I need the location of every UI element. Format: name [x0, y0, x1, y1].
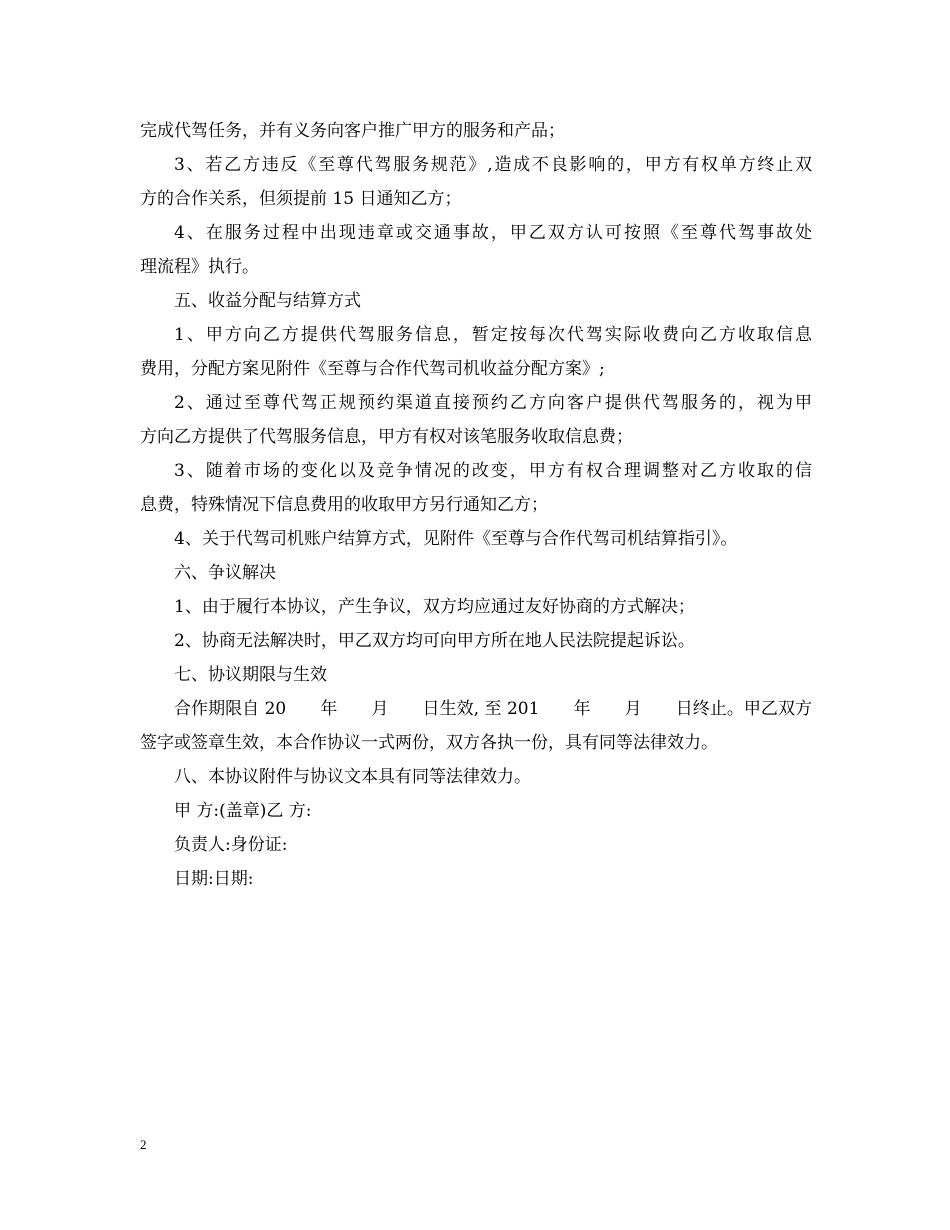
paragraph-line: 3、若乙方违反《至尊代驾服务规范》,造成不良影响的，甲方有权单方终止双 [174, 155, 812, 175]
paragraph-line: 4、关于代驾司机账户结算方式，见附件《至尊与合作代驾司机结算指引》。 [174, 529, 738, 549]
paragraph-line: 息费，特殊情况下信息费用的收取甲方另行通知乙方； [140, 495, 548, 515]
signature-person-line: 负责人:身份证: [174, 835, 288, 855]
paragraph-line: 1、甲方向乙方提供代驾服务信息，暂定按每次代驾实际收费向乙方收取信息 [174, 325, 812, 345]
paragraph-line: 费用，分配方案见附件《至尊与合作代驾司机收益分配方案》; [140, 359, 605, 379]
paragraph-line: 方的合作关系，但须提前 15 日通知乙方； [140, 189, 462, 209]
signature-party-line: 甲 方:(盖章)乙 方: [174, 801, 312, 821]
section-heading: 七、协议期限与生效 [174, 665, 327, 685]
paragraph-line: 签字或签章生效，本合作协议一式两份，双方各执一份，具有同等法律效力。 [140, 733, 718, 753]
paragraph-line: 2、通过至尊代驾正规预约渠道直接预约乙方向客户提供代驾服务的，视为甲 [174, 393, 812, 413]
paragraph-line: 2、协商无法解决时，甲乙双方均可向甲方所在地人民法院提起诉讼。 [174, 631, 695, 651]
section-heading: 八、本协议附件与协议文本具有同等法律效力。 [174, 767, 531, 787]
paragraph-line: 方向乙方提供了代驾服务信息，甲方有权对该笔服务收取信息费； [140, 427, 633, 447]
signature-date-line: 日期:日期: [174, 869, 254, 889]
document-body [140, 116, 812, 898]
section-heading: 六、争议解决 [174, 563, 276, 583]
paragraph-line: 3、随着市场的变化以及竞争情况的改变，甲方有权合理调整对乙方收取的信 [174, 461, 812, 481]
paragraph-line: 1、由于履行本协议，产生争议，双方均应通过友好协商的方式解决； [174, 597, 695, 617]
page-number: 2 [140, 1137, 147, 1152]
paragraph-line: 理流程》执行。 [140, 257, 259, 277]
paragraph-line: 合作期限自 20 年 月 日生效, 至 201 年 月 日终止。甲乙双方 [174, 699, 812, 719]
paragraph-line: 4、在服务过程中出现违章或交通事故，甲乙双方认可按照《至尊代驾事故处 [174, 223, 812, 243]
section-heading: 五、收益分配与结算方式 [174, 291, 361, 311]
paragraph-line: 完成代驾任务，并有义务向客户推广甲方的服务和产品； [140, 121, 565, 141]
